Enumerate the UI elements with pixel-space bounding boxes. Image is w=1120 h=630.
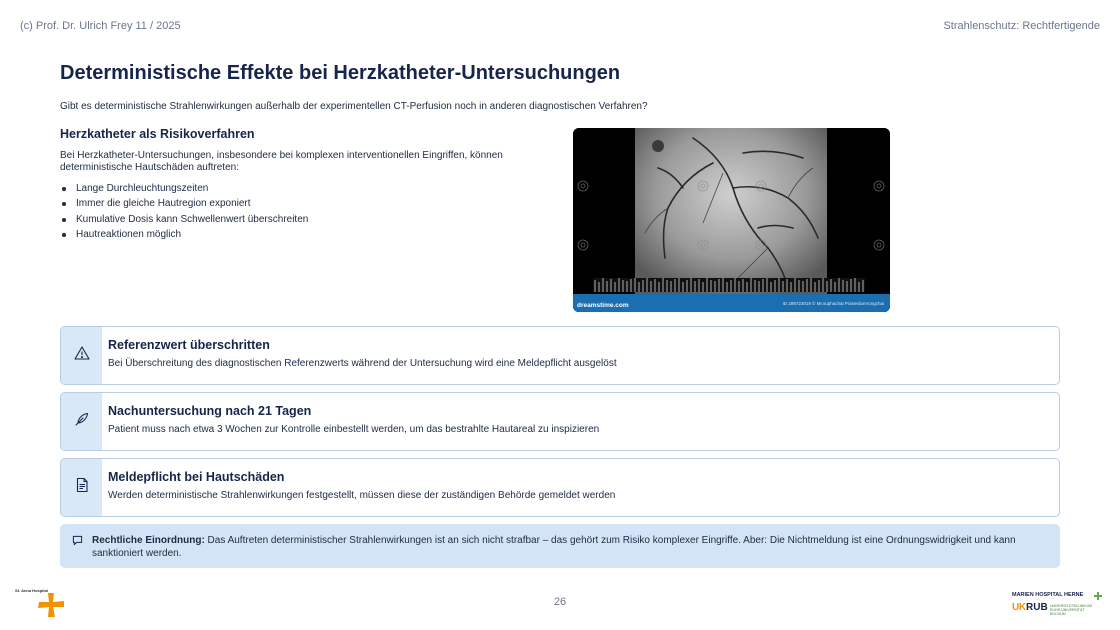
card-reference-value [60,326,1060,385]
speech-bubble-icon [72,533,83,551]
legal-note-label: Rechtliche Einordnung: [92,535,205,546]
warning-triangle-icon [74,345,90,366]
logo-right-uk: UK [1012,602,1026,613]
logo-right-rub: RUB [1026,602,1048,613]
page-number: 26 [553,596,567,608]
legal-note-text [92,535,1047,560]
logo-right-top: MARIEN HOSPITAL HERNE [1012,592,1084,598]
section-body: Bei Herzkatheter-Untersuchungen, insbesondere bei komplexen interventionellen Eingriffen, können deterministische Hautschäden auftreten: [60,150,503,173]
image-brand: dreamstime.com [577,302,629,309]
legal-note [60,524,1060,568]
st-anna-hospital-logo [15,588,70,618]
marien-hospital-logo [1012,592,1102,616]
bullet-list [60,181,308,242]
card-follow-up [60,392,1060,451]
bullet-item: Kumulative Dosis kann Schwellenwert überschreiten [60,212,308,227]
card-text: Bei Überschreitung des diagnostischen Referenzwerts während der Untersuchung wird eine Meldepflicht ausgelöst [108,358,617,369]
orange-cross-icon [37,592,65,618]
slide-title: Deterministische Effekte bei Herzkatheter-Untersuchungen [60,62,621,84]
image-credit: ID 298723019 © Mr.suphachai Praserdumrongchai [782,301,884,306]
slide-subtitle: Gibt es deterministische Strahlenwirkungen außerhalb der experimentellen CT-Perfusion noch in anderen diagnostischen Verfahren? [60,101,648,112]
bullet-item: Hautreaktionen möglich [60,227,308,242]
angiography-image [573,128,890,312]
bullet-item: Lange Durchleuchtungszeiten [60,181,308,196]
card-text: Werden deterministische Strahlenwirkungen festgestellt, müssen diese der zuständigen Behörde gemeldet werden [108,490,616,501]
card-icon-area [61,393,102,450]
legal-note-body: Das Auftreten deterministischer Strahlenwirkungen ist an sich nicht strafbar – das gehört zum Risiko komplexer Eingriffe. Aber: Die Nichtmeldung ist eine Ordnungswidrigkeit und kann sanktioniert werden. [92,535,1016,559]
card-icon-area [61,327,102,384]
card-icon-area [61,459,102,516]
feather-pen-icon [74,411,90,432]
topic-text: Strahlenschutz: Rechtfertigende [943,20,1100,32]
logo-left-text: St. Anna Hospital [15,588,48,593]
green-cross-icon [1094,592,1102,600]
bullet-item: Immer die gleiche Hautregion exponiert [60,196,308,211]
logo-right-sub: UNIVERSITÄTSKLINIKUM RUHR-UNIVERSITÄT BOCHUM [1050,604,1093,616]
angiography-illustration [573,128,890,312]
card-title: Referenzwert überschritten [108,338,270,352]
card-text: Patient muss nach etwa 3 Wochen zur Kontrolle einbestellt werden, um das bestrahlte Hautareal zu inspizieren [108,424,600,435]
section-title: Herzkatheter als Risikoverfahren [60,127,255,141]
card-title: Nachuntersuchung nach 21 Tagen [108,404,312,418]
document-icon [74,477,90,498]
card-reporting-duty [60,458,1060,517]
card-title: Meldepflicht bei Hautschäden [108,470,285,484]
copyright-text: (c) Prof. Dr. Ulrich Frey 11 / 2025 [20,20,181,32]
